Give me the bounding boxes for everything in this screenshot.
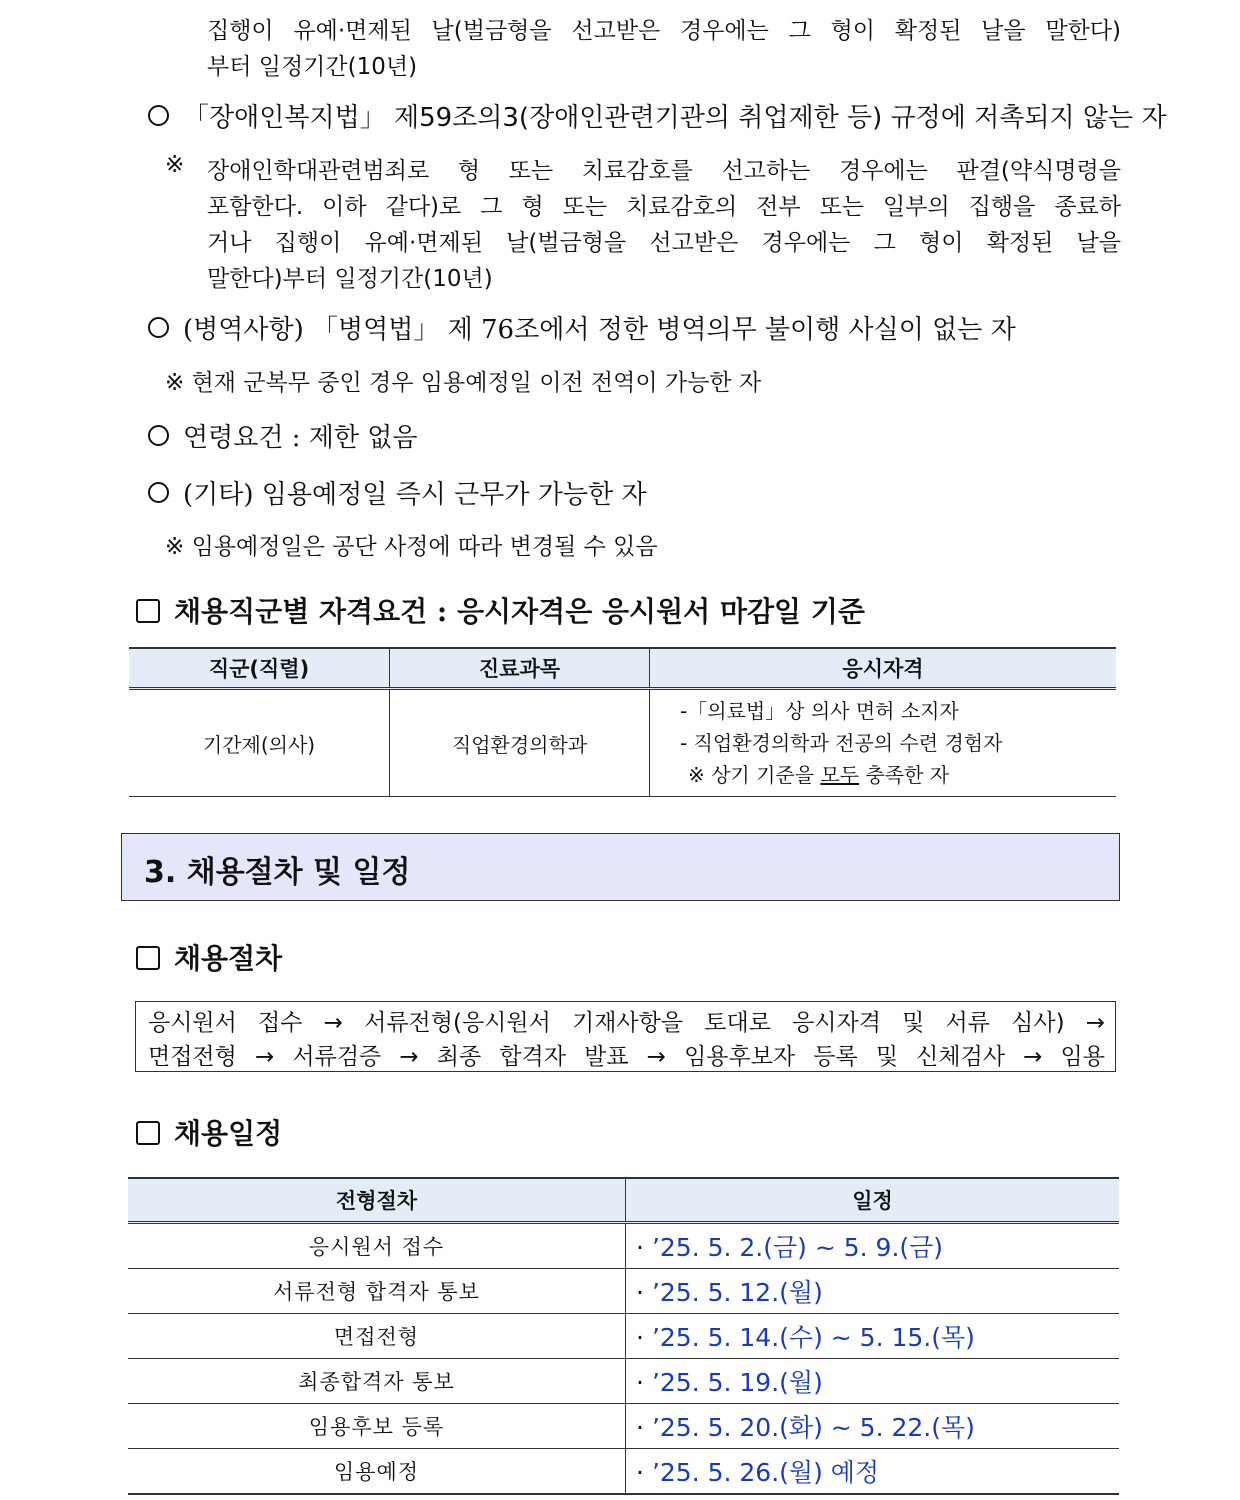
stage-cell: 최종합격자 통보 <box>128 1359 626 1404</box>
requirement-note-pre: ※ 상기 기준을 <box>688 763 821 787</box>
requirement-note-post: 충족한 자 <box>859 763 950 787</box>
table-row <box>128 1449 1119 1495</box>
job-cell: 기간제(의사) <box>129 689 390 797</box>
col-header-date: 일정 <box>626 1178 1120 1223</box>
requirement-1: -「의료법」상 의사 면허 소지자 <box>680 699 959 723</box>
disability-note-line-1: 장애인학대관련범죄로 형 또는 치료감호를 선고하는 경우에는 판결(약식명령을 <box>207 158 1121 184</box>
military-bullet-text: (병역사항) 「병역법」 제 76조에서 정한 병역의무 불이행 사실이 없는 자 <box>183 315 1016 345</box>
circle-bullet-icon <box>148 105 169 126</box>
etc-bullet-text: (기타) 임용예정일 즉시 근무가 가능한 자 <box>183 480 647 510</box>
date-text: ’25. 5. 12.(월) <box>651 1278 823 1307</box>
dept-cell: 직업환경의학과 <box>390 689 650 797</box>
circle-bullet-icon <box>148 425 169 446</box>
disability-bullet-text: 「장애인복지법」 제59조의3(장애인관련기관의 취업제한 등) 규정에 저촉되지 않는 자 <box>183 103 1167 133</box>
col-header-job: 직군(직렬) <box>129 648 390 689</box>
section-3-title: 3. 채용절차 및 일정 <box>144 855 411 890</box>
bullet-dot: · <box>636 1323 644 1352</box>
qualification-heading <box>136 590 865 630</box>
table-row <box>128 1359 1119 1404</box>
checkbox-square-icon <box>136 1121 160 1145</box>
disability-bullet <box>148 97 1166 134</box>
date-cell <box>626 1449 1120 1495</box>
qualification-heading-text: 채용직군별 자격요건 : 응시자격은 응시원서 마감일 기준 <box>174 595 865 628</box>
disability-note-line-4: 말한다)부터 일정기간(10년) <box>207 266 493 292</box>
note-mark: ※ <box>165 152 185 178</box>
date-text: ’25. 5. 2.(금) ~ 5. 9.(금) <box>651 1233 944 1262</box>
checkbox-square-icon <box>136 946 160 970</box>
date-cell <box>626 1404 1120 1449</box>
col-header-requirements: 응시자격 <box>650 648 1117 689</box>
stage-cell: 응시원서 접수 <box>128 1223 626 1269</box>
circle-bullet-icon <box>148 317 169 338</box>
stage-cell: 임용예정 <box>128 1449 626 1495</box>
procedure-heading <box>136 937 282 977</box>
etc-bullet <box>148 474 646 511</box>
requirement-note <box>680 759 1115 791</box>
date-text: ’25. 5. 20.(화) ~ 5. 22.(목) <box>651 1413 975 1442</box>
table-row <box>128 1223 1119 1269</box>
stage-cell: 임용후보 등록 <box>128 1404 626 1449</box>
date-text: ’25. 5. 14.(수) ~ 5. 15.(목) <box>651 1323 975 1352</box>
qualification-table <box>129 647 1116 797</box>
cont-line-1: 집행이 유예·면제된 날(벌금형을 선고받은 경우에는 그 형이 확정된 날을 말한다) <box>207 18 1121 44</box>
disability-note-line-3: 거나 집행이 유예·면제된 날(벌금형을 선고받은 경우에는 그 형이 확정된 날을 <box>207 230 1121 256</box>
table-row <box>128 1404 1119 1449</box>
table-row <box>129 689 1116 797</box>
schedule-table <box>128 1177 1119 1495</box>
stage-cell: 서류전형 합격자 통보 <box>128 1269 626 1314</box>
date-cell <box>626 1223 1120 1269</box>
circle-bullet-icon <box>148 482 169 503</box>
date-text: ’25. 5. 26.(월) 예정 <box>651 1458 880 1487</box>
requirement-note-underlined: 모두 <box>820 763 860 787</box>
etc-note: ※ 임용예정일은 공단 사정에 따라 변경될 수 있음 <box>165 534 658 560</box>
cont-line-2: 부터 일정기간(10년) <box>207 54 418 80</box>
stage-cell: 면접전형 <box>128 1314 626 1359</box>
requirement-2: - 직업환경의학과 전공의 수련 경험자 <box>680 731 1003 755</box>
procedure-heading-text: 채용절차 <box>174 942 283 975</box>
checkbox-square-icon <box>136 599 160 623</box>
date-cell <box>626 1314 1120 1359</box>
schedule-heading <box>136 1112 282 1152</box>
military-note: ※ 현재 군복무 중인 경우 임용예정일 이전 전역이 가능한 자 <box>165 370 762 396</box>
military-bullet <box>148 309 1016 346</box>
bullet-dot: · <box>636 1413 644 1442</box>
section-3-banner <box>121 833 1120 901</box>
procedure-line-1: 응시원서 접수 → 서류전형(응시원서 기재사항을 토대로 응시자격 및 서류 심사) → <box>148 1010 1105 1036</box>
table-row <box>128 1314 1119 1359</box>
bullet-dot: · <box>636 1233 644 1262</box>
schedule-header-row <box>128 1178 1119 1223</box>
procedure-line-2: 면접전형 → 서류검증 → 최종 합격자 발표 → 임용후보자 등록 및 신체검사 → 임용 <box>148 1044 1105 1070</box>
age-bullet <box>148 417 417 454</box>
col-header-stage: 전형절차 <box>128 1178 626 1223</box>
date-cell <box>626 1269 1120 1314</box>
col-header-dept: 진료과목 <box>390 648 650 689</box>
requirements-cell <box>650 689 1117 797</box>
age-bullet-text: 연령요건 : 제한 없음 <box>183 423 418 453</box>
disability-note-line-2: 포함한다. 이하 같다)로 그 형 또는 치료감호의 전부 또는 일부의 집행을 종료하 <box>207 194 1121 220</box>
procedure-box <box>135 1001 1116 1072</box>
schedule-heading-text: 채용일정 <box>174 1117 283 1150</box>
bullet-dot: · <box>636 1368 644 1397</box>
bullet-dot: · <box>636 1278 644 1307</box>
bullet-dot: · <box>636 1458 644 1487</box>
table-row <box>128 1269 1119 1314</box>
date-cell <box>626 1359 1120 1404</box>
qualification-header-row <box>129 648 1116 689</box>
date-text: ’25. 5. 19.(월) <box>651 1368 823 1397</box>
